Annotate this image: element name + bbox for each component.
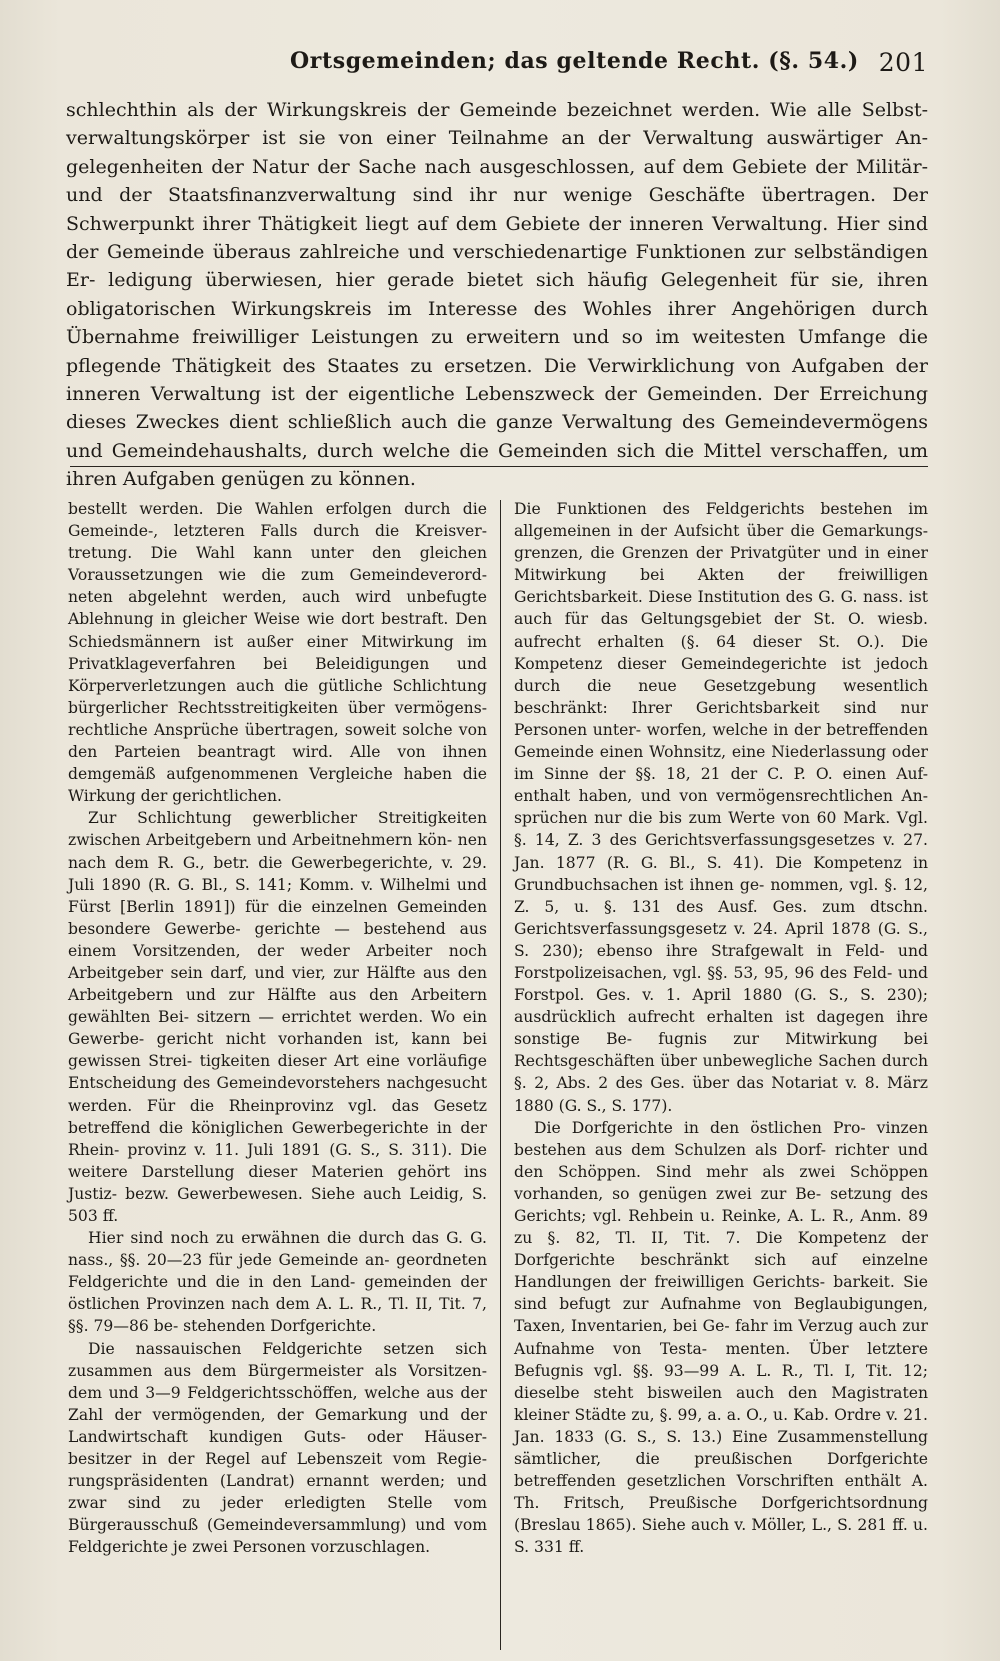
footnote-paragraph: Die nassauischen Feldgerichte setzen sich zusammen aus dem Bürgermeister als Vorsitzen- dem und 3—9 Feldgerichtsschöffen, welche aus der Zahl der vermögenden, der Gemarkung und der Landwirtschaft kundigen Guts- oder Häuser- besitzer in der Regel auf Lebenszeit vom Regie- rungspräsidenten (Landrat) ernannt werden; und zwar sind zu jeder erledigten Stelle vom Bürgerausschuß (Gemeindeversammlung) und vom Feldgerichte je zwei Personen vorzuschlagen. xyxy=(68,1339,487,1557)
running-head: Ortsgemeinden; das geltende Recht. (§. 54.) xyxy=(290,48,859,74)
column-divider xyxy=(500,500,501,1650)
footnote-paragraph: Die Funktionen des Feldgerichts bestehen im allgemeinen in der Aufsicht über die Gemarkungs- grenzen, die Grenzen der Privatgüter und in einer Mitwirkung bei Akten der freiwilligen Gerichtsbarkeit. Diese Institution des G. G. nass. ist auch für das Geltungsgebiet der St. O. wiesb. aufrecht erhalten (§. 64 dieser St. O.). Die Kompetenz dieser Gemeindegerichte ist jedoch durch die neue Gesetzgebung wesentlich beschränkt: Ihrer Gerichtsbarkeit sind nur Personen unter- worfen, welche in der betreffenden Gemeinde einen Wohnsitz, eine Niederlassung oder im Sinne der §§. 18, 21 der C. P. O. einen Auf- enthalt haben, und von vermögensrechtlichen An- sprüchen nur die bis zum Werte von 60 Mark. Vgl. §. 14, Z. 3 des Gerichtsverfassungsgesetzes v. 27. Jan. 1877 (R. G. Bl., S. 41). Die Kompetenz in Grundbuchsachen ist ihnen ge- nommen, vgl. §. 12, Z. 5, u. §. 131 des Ausf. Ges. zum dtschn. Gerichtsverfassungsgesetz v. 24. April 1878 (G. S., S. 230); ebenso ihre Strafgewalt in Feld- und Forstpolizeisachen, vgl. §§. 53, 95, 96 des Feld- und Forstpol. Ges. v. 1. April 1880 (G. S., S. 230); ausdrücklich aufrecht erhalten ist dagegen ihre sonstige Be- fugnis zur Mitwirkung bei Rechtsgeschäften über unbewegliche Sachen durch §. 2, Abs. 2 des Ges. über das Notariat v. 8. März 1880 (G. S., S. 177). xyxy=(514,500,928,1115)
footnote-paragraph: Zur Schlichtung gewerblicher Streitigkeiten zwischen Arbeitgebern und Arbeitnehmern kön- nen nach dem R. G., betr. die Gewerbegerichte, v. 29. Juli 1890 (R. G. Bl., S. 141; Komm. v. Wilhelmi und Fürst [Berlin 1891]) für die einzelnen Gemeinden besondere Gewerbe- gerichte — bestehend aus einem Vorsitzenden, der weder Arbeiter noch Arbeitgeber sein darf, und vier, zur Hälfte aus den Arbeitgebern und zur Hälfte aus den Arbeitern gewählten Bei- sitzern — errichtet werden. Wo ein Gewerbe- gericht nicht vorhanden ist, kann bei gewissen Strei- tigkeiten dieser Art eine vorläufige Entscheidung des Gemeindevorstehers nachgesucht werden. Für die Rheinprovinz vgl. das Gesetz betreffend die königlichen Gewerbegerichte in der Rhein- provinz v. 11. Juli 1891 (G. S., S. 311). Die weitere Darstellung dieser Materien gehört ins Justiz- bezw. Gewerbewesen. Siehe auch Leidig, S. 503 ff. xyxy=(68,809,487,1225)
footnote-separator-rule xyxy=(70,466,928,467)
main-paragraph: schlechthin als der Wirkungskreis der Gemeinde bezeichnet werden. Wie alle Selbst- verwaltungskörper ist sie von einer Teilnahme an der Verwaltung auswärtiger An- gelegenheiten der Natur der Sache nach ausgeschlossen, auf dem Gebiete der Militär- und der Staatsfinanzverwaltung sind ihr nur wenige Geschäfte übertragen. Der Schwerpunkt ihrer Thätigkeit liegt auf dem Gebiete der inneren Verwaltung. Hier sind der Gemeinde überaus zahlreiche und verschiedenartige Funktionen zur selbständigen Er- ledigung überwiesen, hier gerade bietet sich häufig Gelegenheit für sie, ihren obligatorischen Wirkungskreis im Interesse des Wohles ihrer Angehörigen durch Übernahme freiwilliger Leistungen zu erweitern und so im weitesten Umfange die pflegende Thätigkeit des Staates zu ersetzen. Die Verwirklichung von Aufgaben der inneren Verwaltung ist der eigentliche Lebenszweck der Gemeinden. Der Erreichung dieses Zweckes dient schließlich auch die ganze Verwaltung des Gemeindevermögens und Gemeindehaushalts, durch welche die Gemeinden sich die Mittel verschaffen, um ihren Aufgaben genügen zu können. xyxy=(66,99,928,491)
page-number: 201 xyxy=(878,48,928,77)
footnote-paragraph: Die Dorfgerichte in den östlichen Pro- vinzen bestehen aus dem Schulzen als Dorf- richter und den Schöppen. Sind mehr als zwei Schöppen vorhanden, so genügen zwei zur Be- setzung des Gerichts; vgl. Rehbein u. Reinke, A. L. R., Anm. 89 zu §. 82, Tl. II, Tit. 7. Die Kompetenz der Dorfgerichte beschränkt sich auf einzelne Handlungen der freiwilligen Gerichts- barkeit. Sie sind befugt zur Aufnahme von Beglaubigungen, Taxen, Inventarien, bei Ge- fahr im Verzug auch zur Aufnahme von Testa- menten. Über letztere Befugnis vgl. §§. 93—99 A. L. R., Tl. I, Tit. 12; dieselbe steht bisweilen auch den Magistraten kleiner Städte zu, §. 99, a. a. O., u. Kab. Ordre v. 21. Jan. 1833 (G. S., S. 13.) Eine Zusammenstellung sämtlicher, die preußischen Dorfgerichte betreffenden gesetzlichen Vorschriften enthält A. Th. Fritsch, Preußische Dorfgerichtsordnung (Breslau 1865). Siehe auch v. Möller, L., S. 281 ff. u. S. 331 ff. xyxy=(514,1118,928,1557)
footnote-column-left xyxy=(68,498,487,1559)
footnote-paragraph: bestellt werden. Die Wahlen erfolgen durch die Gemeinde-, letzteren Falls durch die Kreisver- tretung. Die Wahl kann unter den gleichen Voraussetzungen wie die zum Gemeindeverord- neten abgelehnt werden, auch wird unbefugte Ablehnung in gleicher Weise wie dort bestraft. Den Schiedsmännern ist außer einer Mitwirkung im Privatklageverfahren bei Beleidigungen und Körperverletzungen auch die gütliche Schlichtung bürgerlicher Rechtsstreitigkeiten über vermögens- rechtliche Ansprüche übertragen, soweit solche von den Parteien beantragt wird. Alle von ihnen demgemäß aufgenommenen Vergleiche haben die Wirkung der gerichtlichen. xyxy=(68,500,487,806)
footnote-paragraph: Hier sind noch zu erwähnen die durch das G. G. nass., §§. 20—23 für jede Gemeinde an- geordneten Feldgerichte und die in den Land- gemeinden der östlichen Provinzen nach dem A. L. R., Tl. II, Tit. 7, §§. 79—86 be- stehenden Dorfgerichte. xyxy=(68,1229,487,1336)
main-text-block xyxy=(66,96,928,494)
page-header xyxy=(66,44,928,84)
footnote-column-right xyxy=(514,498,928,1559)
